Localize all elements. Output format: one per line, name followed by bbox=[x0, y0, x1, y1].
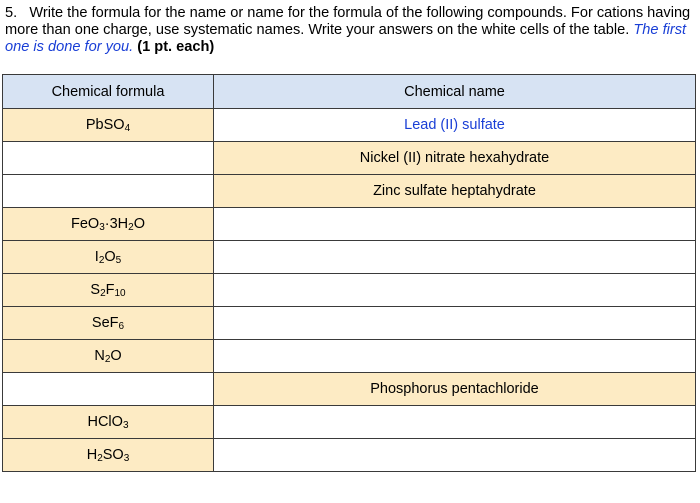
table-row bbox=[3, 208, 696, 241]
table-row bbox=[3, 274, 696, 307]
formula-cell[interactable] bbox=[3, 175, 214, 208]
name-cell[interactable] bbox=[214, 274, 696, 307]
name-cell: Nickel (II) nitrate hexahydrate bbox=[214, 142, 696, 175]
table-row bbox=[3, 373, 696, 406]
table-row bbox=[3, 406, 696, 439]
formula-cell: $I_2O_5$ bbox=[3, 241, 214, 274]
name-cell: Phosphorus pentachloride bbox=[214, 373, 696, 406]
table-row bbox=[3, 307, 696, 340]
formula-cell: $H_2SO_3$ bbox=[3, 439, 214, 472]
question-text: Write the formula for the name or name for the formula of the following compounds. For cations having more than one charge, use systematic names. Write your answers on the white cells of the table. bbox=[5, 5, 691, 38]
points-note: (1 pt. each) bbox=[137, 39, 215, 55]
formula-cell[interactable] bbox=[3, 373, 214, 406]
formula-cell: PbSO$_4$ bbox=[3, 109, 214, 142]
name-cell[interactable] bbox=[214, 406, 696, 439]
formula-cell: HClO$_3$ bbox=[3, 406, 214, 439]
name-cell[interactable] bbox=[214, 340, 696, 373]
header-chemical-name: Chemical name bbox=[214, 75, 696, 109]
question-number: 5. bbox=[5, 5, 18, 21]
table-row bbox=[3, 142, 696, 175]
compounds-table bbox=[2, 74, 696, 472]
question-instructions bbox=[5, 5, 695, 56]
table-header-row bbox=[3, 75, 696, 109]
formula-cell: $S_2F_{10}$ bbox=[3, 274, 214, 307]
table-row bbox=[3, 109, 696, 142]
name-cell: Zinc sulfate heptahydrate bbox=[214, 175, 696, 208]
table-row bbox=[3, 175, 696, 208]
name-cell[interactable] bbox=[214, 439, 696, 472]
example-note: The first one is done for you. bbox=[5, 22, 687, 55]
name-cell[interactable] bbox=[214, 208, 696, 241]
table-row bbox=[3, 241, 696, 274]
formula-cell: $N_2O$ bbox=[3, 340, 214, 373]
table-row bbox=[3, 439, 696, 472]
name-cell[interactable] bbox=[214, 307, 696, 340]
table-row bbox=[3, 340, 696, 373]
formula-cell[interactable] bbox=[3, 142, 214, 175]
formula-cell: SeF$_6$ bbox=[3, 307, 214, 340]
formula-cell: $FeO_3\cdot 3H_2O$ bbox=[3, 208, 214, 241]
header-chemical-formula: Chemical formula bbox=[3, 75, 214, 109]
name-cell[interactable] bbox=[214, 241, 696, 274]
name-cell: Lead (II) sulfate bbox=[214, 109, 696, 142]
